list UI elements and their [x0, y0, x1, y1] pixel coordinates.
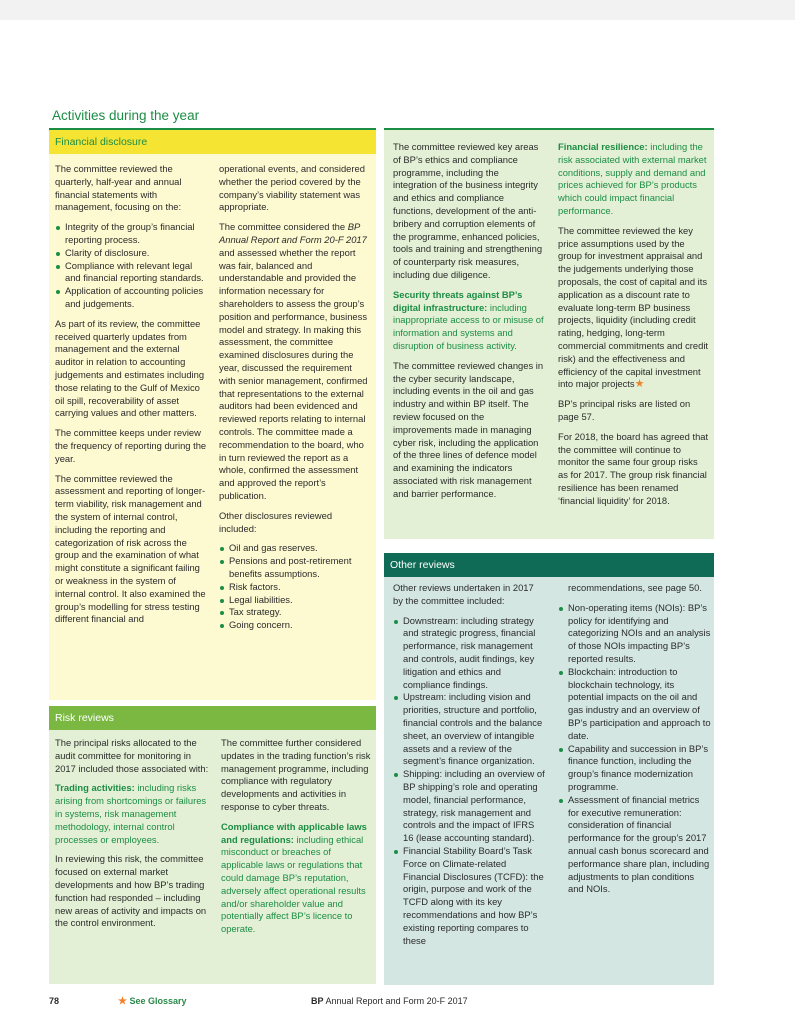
risk-reviews-panel — [49, 706, 376, 984]
financial-disclosure-col-2 — [219, 163, 371, 639]
risk-reviews-col-2 — [221, 737, 371, 943]
highlight-paragraph — [558, 141, 710, 218]
report-brand: BP — [311, 996, 324, 1006]
paragraph — [558, 225, 710, 391]
text-run: The committee considered the — [219, 221, 348, 233]
highlight-paragraph — [221, 821, 371, 936]
paragraph: The committee keeps under review the frequency of reporting during the year. — [55, 427, 207, 464]
risk-reviews-header: Risk reviews — [49, 706, 376, 730]
text-run: including risks arising from shortcomings or failures in systems, risk management methodology, internal control processes or employees. — [55, 782, 207, 845]
text-run: The committee reviewed the key price assumptions used by the group for investment appraisal and the judgements underlying those proposals, the cost of capital and its application as a discount rate to evaluate long-term BP business projects, liquidity (including credit rating, hedging, long-term commercial commitments and credit risk) and the effectiveness and efficiency of the capital investment into major projects — [558, 224, 709, 390]
glossary-star-icon: ★ — [634, 378, 645, 391]
paragraph: The committee reviewed key areas of BP’s ethics and compliance programme, including the integration of the business integrity and ethics and compliance functions, development of the anti-bribery and corruption elements of the programme, enhanced policies, tools and training and strengthening of counterparty risk measures, including due diligence. — [393, 141, 543, 280]
list-item: Shipping: including an overview of BP shipping’s role and operating model, financial performance, strategy, risk management and controls and the impact of IFRS 16 (lease accounting standard). — [393, 768, 545, 845]
glossary-label: See Glossary — [129, 996, 187, 1006]
paragraph: BP’s principal risks are listed on page 57. — [558, 398, 691, 422]
risk-heading: Financial resilience: — [558, 141, 648, 152]
paragraph: In reviewing this risk, the committee focused on external market developments and how BP’s trading function had responded – including new areas of activity and impacts on the control environment. — [55, 853, 207, 929]
list-item: Financial Stability Board’s Task Force on Climate-related Financial Disclosures (TCFD): the origin, purpose and work of the TCFD along with its key recommendations and how BP’s existing reporting compares to these — [393, 845, 545, 947]
list-item: Integrity of the group’s financial reporting process. — [55, 221, 209, 247]
paragraph: The committee reviewed the assessment and reporting of longer-term viability, risk management and the system of internal control, including the reporting and categorization of risk across the group and the examination of what might constitute a significant failing or weakness in the system of internal control. It also examined the group’s modelling for stress testing different financial and — [55, 472, 206, 625]
paragraph: The committee reviewed changes in the cyber security landscape, including events in the oil and gas industry and within BP itself. The review focused on the improvements made in managing cyber risk, including the application of the three lines of defence model and examining the indicators associated with risk management and barrier performance. — [393, 359, 544, 499]
top-bar — [0, 0, 795, 20]
bullet-list — [55, 221, 209, 311]
paragraph: The principal risks allocated to the audit committee for monitoring in 2017 included those associated with: — [55, 737, 209, 774]
report-title-italic: BP Annual Report and Form 20-F 2017 — [219, 221, 367, 245]
star-icon: ★ — [118, 996, 127, 1007]
list-item: Upstream: including vision and priorities, structure and portfolio, financial controls and the balance sheet, an overview of intangible assets and a review of the segment’s finance organization. — [393, 691, 545, 768]
text-run: and assessed whether the report was fair, balanced and understandable and provided the information necessary for shareholders to assess the group’s position and performance, business model and strategy. In making this assessment, the committee examined disclosures during the year, discussed the requirement with senior management, confirmed that representations to the external auditors had been evidenced and reviewed reports relating to internal controls. The committee made a recommendation to the board, who in turn reviewed the report as a whole, confirmed the assessment and approved the report’s publication. — [219, 246, 368, 501]
security-col-1 — [393, 141, 545, 508]
risk-heading: Trading activities: — [55, 782, 135, 794]
other-reviews-col-2 — [558, 582, 711, 903]
highlight-paragraph — [55, 782, 209, 846]
glossary-link[interactable] — [118, 996, 187, 1007]
list-item: Blockchain: introduction to blockchain technology, its potential impacts on the oil and gas industry and an overview of BP’s participation and approach to date. — [558, 666, 711, 743]
list-item: Going concern. — [219, 619, 371, 632]
list-item: Assessment of financial metrics for executive remuneration: consideration of financial performance for the group’s 2017 annual cash bonus scorecard and performance share plan, including adjustments to plan conditions and NOIs. — [558, 794, 711, 896]
list-item: Oil and gas reserves. — [219, 542, 371, 555]
report-title-text: Annual Report and Form 20-F 2017 — [323, 996, 468, 1006]
list-item: Capability and succession in BP’s finance function, including the group’s finance modernization programme. — [558, 743, 711, 794]
paragraph: Other disclosures reviewed included: — [219, 509, 333, 534]
list-item: Pensions and post-retirement benefits assumptions. — [219, 555, 371, 581]
section-title: Activities during the year — [52, 108, 200, 123]
list-item: Clarity of disclosure. — [55, 247, 209, 260]
list-item: Application of accounting policies and judgements. — [55, 285, 209, 311]
paragraph: For 2018, the board has agreed that the committee will continue to monitor the same four group risks as for 2017. The group risk financial resilience has been renamed ‘financial liquidity’ for 2018. — [558, 430, 709, 506]
list-item: Non-operating items (NOIs): BP’s policy for identifying and categorizing NOIs and an analysis of those NOIs impacting BP’s reported results. — [558, 602, 711, 666]
paragraph: As part of its review, the committee received quarterly updates from management and the external auditor in relation to accounting judgements and estimates including those relating to the Gulf of Mexico oil spill, recoverability of asset carrying values and other matters. — [55, 317, 205, 419]
risk-reviews-col-1 — [55, 737, 209, 937]
risk-heading: Compliance with applicable laws and regulations: — [221, 820, 367, 845]
bullet-list — [219, 542, 371, 632]
other-reviews-header: Other reviews — [384, 553, 714, 577]
financial-disclosure-col-1 — [55, 163, 209, 633]
bullet-list — [393, 615, 545, 948]
list-item: Tax strategy. — [219, 606, 371, 619]
security-resilience-panel — [384, 130, 714, 539]
list-item: Risk factors. — [219, 581, 371, 594]
paragraph: The committee further considered updates in the trading function’s risk management programme, including compliance with regulatory developments and activities in response to cyber threats. — [221, 737, 371, 812]
page-number: 78 — [49, 996, 60, 1006]
text-run: including the risk associated with external market conditions, supply and demand and prices achieved for BP’s products which could impact financial performance. — [558, 141, 707, 216]
list-item: Compliance with relevant legal and financial reporting standards. — [55, 260, 209, 286]
other-reviews-col-1 — [393, 582, 545, 954]
highlight-paragraph — [393, 289, 545, 353]
paragraph: Other reviews undertaken in 2017 by the committee included: — [393, 582, 534, 606]
bullet-list — [558, 602, 711, 896]
financial-disclosure-panel — [49, 130, 376, 700]
paragraph: recommendations, see page 50. — [568, 582, 702, 593]
text-run: including ethical misconduct or breaches of applicable laws or regulations that could damage BP’s reputation, adversely affect operational results and/or shareholder value and potentially affect BP’s licence to operate. — [221, 833, 366, 935]
risk-heading: Security threats against BP’s digital infrastructure: — [393, 288, 523, 313]
financial-disclosure-header: Financial disclosure — [49, 130, 376, 154]
list-item: Downstream: including strategy and strategic progress, financial performance, risk management and controls, audit findings, key litigation and ethics and compliance findings. — [393, 615, 545, 692]
list-item: Legal liabilities. — [219, 594, 371, 607]
paragraph — [219, 221, 371, 503]
security-col-2 — [558, 141, 710, 515]
report-title — [311, 996, 468, 1006]
text-run: including inappropriate access to or misuse of information and systems and disruption of business activity. — [393, 301, 544, 351]
paragraph: The committee reviewed the quarterly, half-year and annual financial statements with management, focusing on the: — [55, 163, 182, 213]
other-reviews-panel — [384, 553, 714, 985]
paragraph: operational events, and considered whether the period covered by the company’s viability statement was appropriate. — [219, 163, 365, 213]
